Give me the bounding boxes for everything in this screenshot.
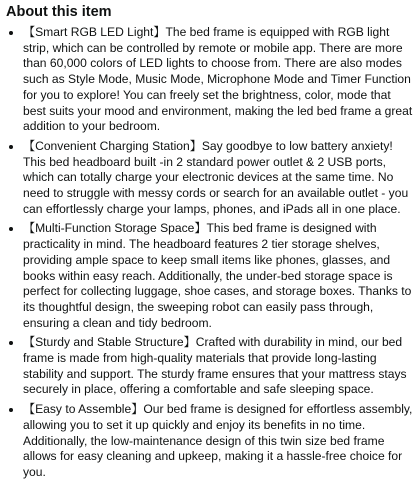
bullet-icon (9, 227, 13, 231)
bullet-icon (9, 341, 13, 345)
feature-text: The bed frame is equipped with RGB light strip, which can be controlled by remote or mobile app. There are more than 60,000 colors of LED lights to choose from. There are also modes such as Style Mode, Music Mode, Microphone Mode and Timer Function for you to explore! You can freely set the brightness, color, mode that best suits your mood and environment, making the led bed frame a great addition to your bedroom. (23, 25, 413, 134)
feature-bullet-smart-rgb-led-light (6, 25, 416, 135)
feature-bullet-multi-function-storage-space (6, 221, 416, 331)
bullet-icon (9, 31, 13, 35)
feature-bullet-list (6, 25, 416, 481)
feature-heading: 【Convenient Charging Station】 (23, 138, 202, 153)
feature-heading: 【Multi-Function Storage Space】 (23, 221, 207, 236)
feature-heading: 【Easy to Assemble】 (23, 402, 144, 417)
section-title: About this item (6, 4, 112, 20)
feature-bullet-convenient-charging-station (6, 139, 416, 218)
feature-text: This bed frame is designed with practicality in mind. The headboard features 2 tier storage shelves, providing ample space to keep small items like phones, glasses, and books within easy reach. Additionally, the under-bed storage space is perfect for collecting luggage, shoe cases, and storage boxes. Thanks to its thoughtful design, the sweeping robot can easily pass through, ensuring a clean and tidy bedroom. (23, 221, 412, 330)
bullet-icon (9, 408, 13, 412)
feature-bullet-sturdy-and-stable-structure (6, 335, 416, 398)
feature-heading: 【Sturdy and Stable Structure】 (23, 335, 196, 350)
feature-heading: 【Smart RGB LED Light】 (23, 25, 166, 39)
bullet-icon (9, 145, 13, 149)
feature-bullet-easy-to-assemble (6, 402, 416, 481)
feature-text: Crafted with durability in mind, our bed frame is made from high-quality materials that provide long-lasting stability and support. The sturdy frame ensures that your mattress stays securely in place, offering a comfortable and safe sleeping space. (23, 335, 407, 397)
feature-text: Our bed frame is designed for effortless assembly, allowing you to set it up quickly and enjoy its benefits in no time. Additionally, the low-maintenance design of this twin size bed frame allows for easy cleaning and upkeep, making it a hassle-free choice for you. (23, 402, 413, 479)
feature-text: Say goodbye to low battery anxiety! This bed headboard built -in 2 standard power outlet & 2 USB ports, which can totally charge your electronic devices at the same time. No need to struggle with messy cords or search for an available outlet - you can effortlessly charge your lamps, phones, and iPads all in one place. (23, 138, 409, 216)
